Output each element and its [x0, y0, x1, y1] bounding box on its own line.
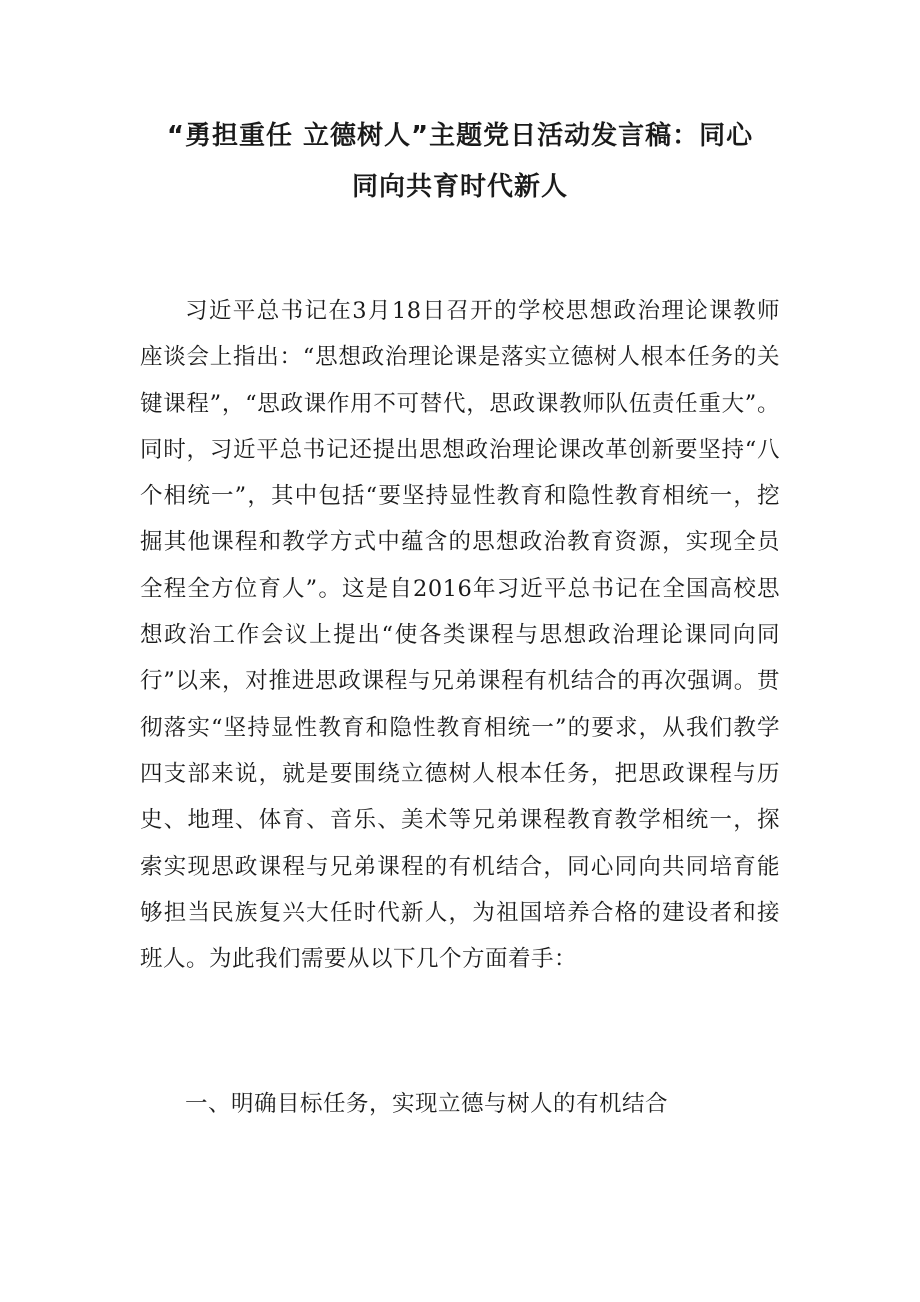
- document-title-line-2: 同向共育时代新人: [351, 172, 568, 202]
- body-paragraph: 习近平总书记在3月18日召开的学校思想政治理论课教师座谈会上指出：“思想政治理论课是落实立德树人根本任务的关键课程”，“思政课作用不可替代，思政课教师队伍责任重大”。同时，习近平总书记还提出思想政治理论课改革创新要坚持“八个相统一”，其中包括“要坚持显性教育和隐性教育相统一，挖掘其他课程和教学方式中蕴含的思想政治教育资源，实现全员全程全方位育人”。这是自2016年习近平总书记在全国高校思想政治工作会议上提出“使各类课程与思想政治理论课同向同行”以来，对推进思政课程与兄弟课程有机结合的再次强调。贯彻落实“坚持显性教育和隐性教育相统一”的要求，从我们教学四支部来说，就是要围绕立德树人根本任务，把思政课程与历史、地理、体育、音乐、美术等兄弟课程教育教学相统一，探索实现思政课程与兄弟课程的有机结合，同心同向共同培育能够担当民族复兴大任时代新人，为祖国培养合格的建设者和接班人。为此我们需要从以下几个方面着手：: [140, 298, 780, 973]
- document-title-line-1: “勇担重任 立德树人”主题党日活动发言稿：同心: [166, 121, 754, 151]
- section-heading-1: 一、明确目标任务，实现立德与树人的有机结合: [185, 1091, 669, 1117]
